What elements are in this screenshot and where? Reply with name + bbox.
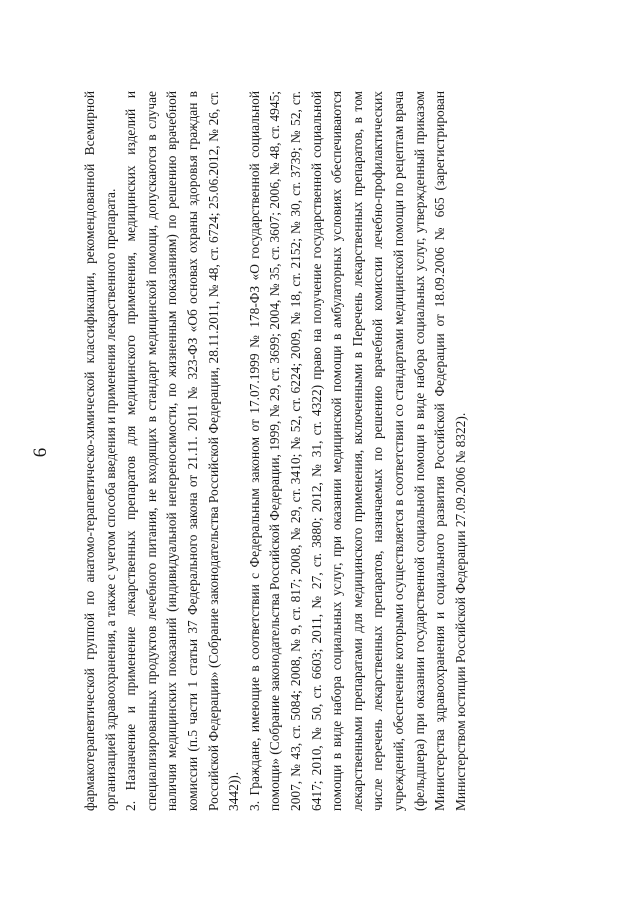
page-number: 6 [30, 447, 51, 458]
paragraph-continuation: фармакотерапевтической группой по анатомо-терапевтическо-химической классификации, рекомендованной Всемирной организацией здравоохранения, а также с учетом способа введения и применения лекарственного препарата. [82, 91, 118, 811]
paragraph-2: 2. Назначение и применение лекарственных препаратов для медицинского применения, медицинских изделий и специализированных продуктов лечебного питания, не входящих в стандарт медицинской помощи, допускаются в случае наличия медицинских показаний (индивидуальной непереносимости, по жизненным показаниям) по решению врачебной комиссии (п.5 части 1 статьи 37 Федерального закона от 21.11. 2011 № 323-ФЗ «Об основах охраны здоровья граждан в Российской Федерации» (Собрание законодательства Российской Федерации, 28.11.2011, № 48, ст. 6724; 25.06.2012, № 26, ст. 3442)). [123, 91, 242, 811]
paragraph-3: 3. Граждане, имеющие в соответствии с Федеральным законом от 17.07.1999 № 178-ФЗ «О государственной социальной помощи» (Собрание законодательства Российской Федерации, 1999, № 29, ст. 3699; 2004, № 35, ст. 3607; 2006, № 48, ст. 4945; 2007, № 43, ст. 5084; 2008, № 9, ст. 817; 2008, № 29, ст. 3410; № 52, ст. 6224; 2009, № 18, ст. 2152; № 30, ст. 3739; № 52, ст. 6417; 2010, № 50, ст. 6603; 2011, № 27, ст. 3880; 2012, № 31, ст. 4322) право на получение государственной социальной помощи в виде набора социальных услуг, при оказании медицинской помощи в амбулаторных условиях обеспечиваются лекарственными препаратами для медицинского применения, включенными в Перечень лекарственных препаратов, в том числе перечень лекарственных препаратов, назначаемых по решению врачебной комиссии лечебно-профилактических учреждений, обеспечение которыми осуществляется в соответствии со стандартами медицинской помощи по рецептам врача (фельдшера) при оказании государственной социальной помощи в виде набора социальных услуг, утвержденный приказом Министерства здравоохранения и социального развития Российской Федерации от 18.09.2006 № 665 (зарегистрирован Министерством юстиции Российской Федерации 27.09.2006 № 8322). [246, 91, 468, 811]
body-text [80, 91, 471, 811]
